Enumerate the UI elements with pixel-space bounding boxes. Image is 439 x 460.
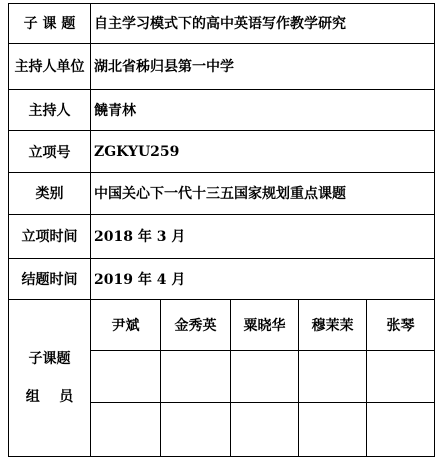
blank-cell bbox=[367, 350, 435, 402]
host-label: 主持人 bbox=[9, 89, 91, 131]
host-unit-label: 主持人单位 bbox=[9, 43, 91, 89]
end-date-label: 结题时间 bbox=[9, 258, 91, 300]
blank-cell bbox=[91, 402, 161, 456]
host-unit-value: 湖北省秭归县第一中学 bbox=[91, 43, 435, 89]
member-name-2: 金秀英 bbox=[161, 300, 231, 350]
row-members-header bbox=[9, 300, 435, 350]
end-date-value: 2019 年 4 月 bbox=[91, 258, 435, 300]
blank-cell bbox=[299, 402, 367, 456]
blank-cell bbox=[91, 350, 161, 402]
blank-cell bbox=[231, 350, 299, 402]
member-name-4: 穆茉茉 bbox=[299, 300, 367, 350]
members-label-line1: 子课题 bbox=[28, 351, 71, 368]
member-name-3: 粟晓华 bbox=[231, 300, 299, 350]
members-label bbox=[9, 300, 91, 457]
blank-cell bbox=[161, 350, 231, 402]
row-category bbox=[9, 173, 435, 215]
members-label-line2: 组 员 bbox=[25, 389, 74, 406]
row-subject bbox=[9, 4, 435, 44]
project-info-table bbox=[8, 3, 435, 457]
member-name-5: 张琴 bbox=[367, 300, 435, 350]
row-host bbox=[9, 89, 435, 131]
blank-cell bbox=[161, 402, 231, 456]
category-label: 类别 bbox=[9, 173, 91, 215]
project-number-label: 立项号 bbox=[9, 131, 91, 173]
subject-value: 自主学习模式下的高中英语写作教学研究 bbox=[91, 4, 435, 44]
start-date-label: 立项时间 bbox=[9, 214, 91, 258]
blank-cell bbox=[231, 402, 299, 456]
blank-cell bbox=[367, 402, 435, 456]
member-name-1: 尹斌 bbox=[91, 300, 161, 350]
row-host-unit bbox=[9, 43, 435, 89]
row-end-date bbox=[9, 258, 435, 300]
project-number-value: ZGKYU259 bbox=[91, 131, 435, 173]
category-value: 中国关心下一代十三五国家规划重点课题 bbox=[91, 173, 435, 215]
blank-cell bbox=[299, 350, 367, 402]
host-value: 饒青林 bbox=[91, 89, 435, 131]
subject-label: 子 课 题 bbox=[9, 4, 91, 44]
start-date-value: 2018 年 3 月 bbox=[91, 214, 435, 258]
row-start-date bbox=[9, 214, 435, 258]
row-project-number bbox=[9, 131, 435, 173]
